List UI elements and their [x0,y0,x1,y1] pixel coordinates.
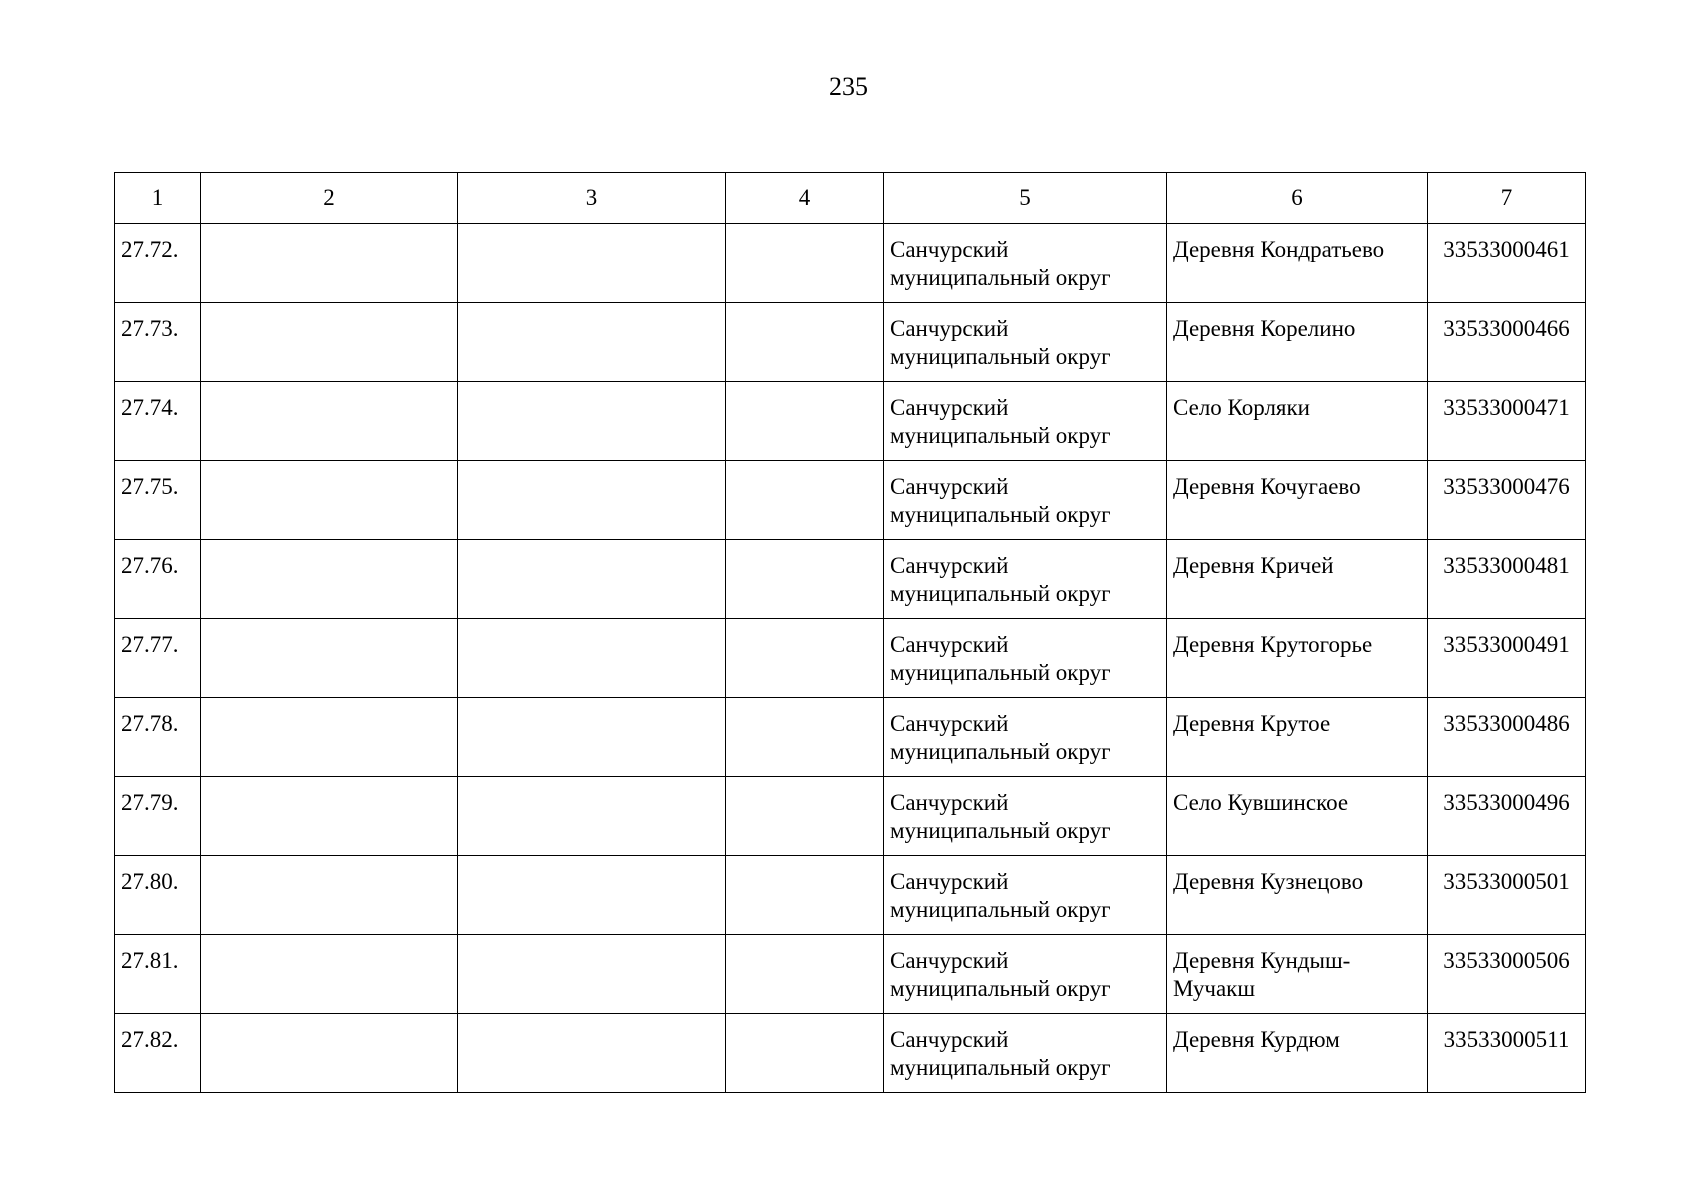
cell-col-3 [458,1014,726,1093]
cell-col-2 [201,619,458,698]
header-col-2: 2 [201,173,458,224]
cell-col-4 [726,461,884,540]
table-row [115,777,1586,856]
row-number: 27.79. [115,777,201,856]
code-cell: 33533000506 [1428,935,1586,1014]
settlement-cell: Деревня Крутое [1167,698,1428,777]
cell-col-4 [726,698,884,777]
cell-col-3 [458,224,726,303]
table-row [115,1014,1586,1093]
cell-col-3 [458,935,726,1014]
header-col-5: 5 [884,173,1167,224]
header-col-7: 7 [1428,173,1586,224]
cell-col-2 [201,777,458,856]
table-row [115,303,1586,382]
cell-col-4 [726,540,884,619]
cell-col-3 [458,856,726,935]
settlement-cell: Деревня Курдюм [1167,1014,1428,1093]
table-row [115,856,1586,935]
header-col-3: 3 [458,173,726,224]
district-cell: Санчурский муниципальный округ [884,540,1167,619]
cell-col-4 [726,1014,884,1093]
cell-col-4 [726,382,884,461]
code-cell: 33533000481 [1428,540,1586,619]
row-number: 27.74. [115,382,201,461]
cell-col-3 [458,461,726,540]
settlement-cell: Деревня Кундыш-Мучакш [1167,935,1428,1014]
cell-col-3 [458,619,726,698]
settlement-cell: Деревня Кондратьево [1167,224,1428,303]
cell-col-3 [458,698,726,777]
cell-col-2 [201,540,458,619]
cell-col-4 [726,619,884,698]
code-cell: 33533000496 [1428,777,1586,856]
district-cell: Санчурский муниципальный округ [884,856,1167,935]
cell-col-3 [458,303,726,382]
district-cell: Санчурский муниципальный округ [884,461,1167,540]
code-cell: 33533000491 [1428,619,1586,698]
table-row [115,619,1586,698]
code-cell: 33533000461 [1428,224,1586,303]
row-number: 27.82. [115,1014,201,1093]
table-row [115,461,1586,540]
row-number: 27.80. [115,856,201,935]
settlement-cell: Деревня Кричей [1167,540,1428,619]
table-body [115,224,1586,1093]
cell-col-2 [201,382,458,461]
settlement-cell: Село Кувшинское [1167,777,1428,856]
page-number: 235 [829,72,868,101]
row-number: 27.81. [115,935,201,1014]
row-number: 27.75. [115,461,201,540]
cell-col-3 [458,540,726,619]
cell-col-2 [201,1014,458,1093]
table-row [115,540,1586,619]
settlement-cell: Деревня Крутогорье [1167,619,1428,698]
header-col-4: 4 [726,173,884,224]
table-row [115,224,1586,303]
code-cell: 33533000466 [1428,303,1586,382]
cell-col-2 [201,303,458,382]
row-number: 27.78. [115,698,201,777]
cell-col-2 [201,461,458,540]
cell-col-2 [201,935,458,1014]
code-cell: 33533000476 [1428,461,1586,540]
table-row [115,698,1586,777]
cell-col-3 [458,382,726,461]
district-cell: Санчурский муниципальный округ [884,224,1167,303]
cell-col-4 [726,303,884,382]
code-cell: 33533000501 [1428,856,1586,935]
settlement-cell: Деревня Кузнецово [1167,856,1428,935]
settlement-cell: Село Корляки [1167,382,1428,461]
settlement-cell: Деревня Кочугаево [1167,461,1428,540]
row-number: 27.72. [115,224,201,303]
district-cell: Санчурский муниципальный округ [884,303,1167,382]
code-cell: 33533000511 [1428,1014,1586,1093]
row-number: 27.77. [115,619,201,698]
header-row [115,173,1586,224]
header-col-6: 6 [1167,173,1428,224]
district-cell: Санчурский муниципальный округ [884,935,1167,1014]
cell-col-4 [726,935,884,1014]
cell-col-2 [201,856,458,935]
settlements-table [114,172,1586,1093]
district-cell: Санчурский муниципальный округ [884,382,1167,461]
district-cell: Санчурский муниципальный округ [884,1014,1167,1093]
table-row [115,382,1586,461]
cell-col-2 [201,698,458,777]
row-number: 27.76. [115,540,201,619]
header-col-1: 1 [115,173,201,224]
cell-col-4 [726,777,884,856]
cell-col-2 [201,224,458,303]
cell-col-4 [726,224,884,303]
settlement-cell: Деревня Корелино [1167,303,1428,382]
table-header [115,173,1586,224]
district-cell: Санчурский муниципальный округ [884,698,1167,777]
row-number: 27.73. [115,303,201,382]
table-row [115,935,1586,1014]
code-cell: 33533000486 [1428,698,1586,777]
cell-col-3 [458,777,726,856]
code-cell: 33533000471 [1428,382,1586,461]
district-cell: Санчурский муниципальный округ [884,619,1167,698]
district-cell: Санчурский муниципальный округ [884,777,1167,856]
cell-col-4 [726,856,884,935]
